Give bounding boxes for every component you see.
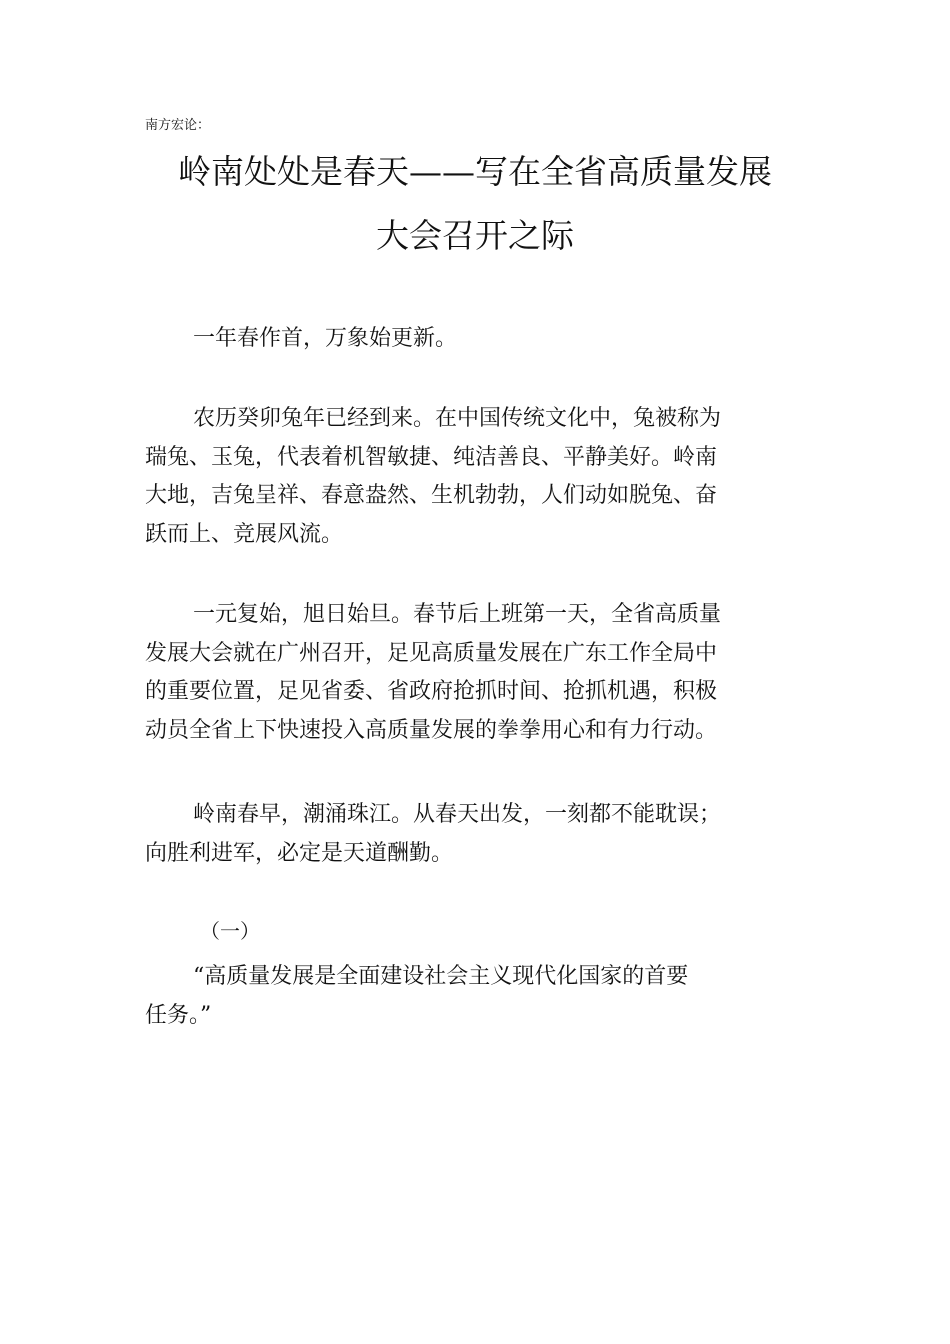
paragraph-line: 的重要位置，足见省委、省政府抢抓时间、抢抓机遇，积极 xyxy=(145,679,718,704)
paragraph-line: 大地，吉兔呈祥、春意盎然、生机勃勃，人们动如脱兔、奋 xyxy=(145,483,718,508)
paragraph-line: 向胜利进军，必定是天道酬勤。 xyxy=(145,840,454,866)
paragraph-line: 农历癸卯兔年已经到来。在中国传统文化中，兔被称为 xyxy=(193,406,722,431)
paragraph-1 xyxy=(145,320,825,359)
paragraph-3 xyxy=(145,596,825,750)
quote-paragraph xyxy=(145,958,825,1035)
paragraph-line: 动员全省上下快速投入高质量发展的拳拳用心和有力行动。 xyxy=(145,717,718,743)
article-title-line-2: 大会召开之际 xyxy=(376,216,574,255)
paragraph-line: 一元复始，旭日始旦。春节后上班第一天，全省高质量 xyxy=(193,602,722,627)
paragraph-line: 岭南春早，潮涌珠江。从春天出发，一刻都不能耽误； xyxy=(193,802,722,827)
paragraph-line: 跃而上、竞展风流。 xyxy=(145,521,344,547)
paragraph-line: 任务。” xyxy=(145,1002,212,1028)
paragraph-line: 一年春作首，万象始更新。 xyxy=(193,326,458,351)
section-number: （一） xyxy=(200,919,260,943)
paragraph-line: 瑞兔、玉兔，代表着机智敏捷、纯洁善良、平静美好。岭南 xyxy=(145,444,718,470)
paragraph-4 xyxy=(145,796,825,873)
paragraph-line: “高质量发展是全面建设社会主义现代化国家的首要 xyxy=(193,964,689,989)
paragraph-2 xyxy=(145,400,825,554)
column-label: 南方宏论： xyxy=(145,118,211,133)
paragraph-line: 发展大会就在广州召开，足见高质量发展在广东工作全局中 xyxy=(145,640,718,666)
article-title-line-1: 岭南处处是春天——写在全省高质量发展 xyxy=(178,152,772,191)
